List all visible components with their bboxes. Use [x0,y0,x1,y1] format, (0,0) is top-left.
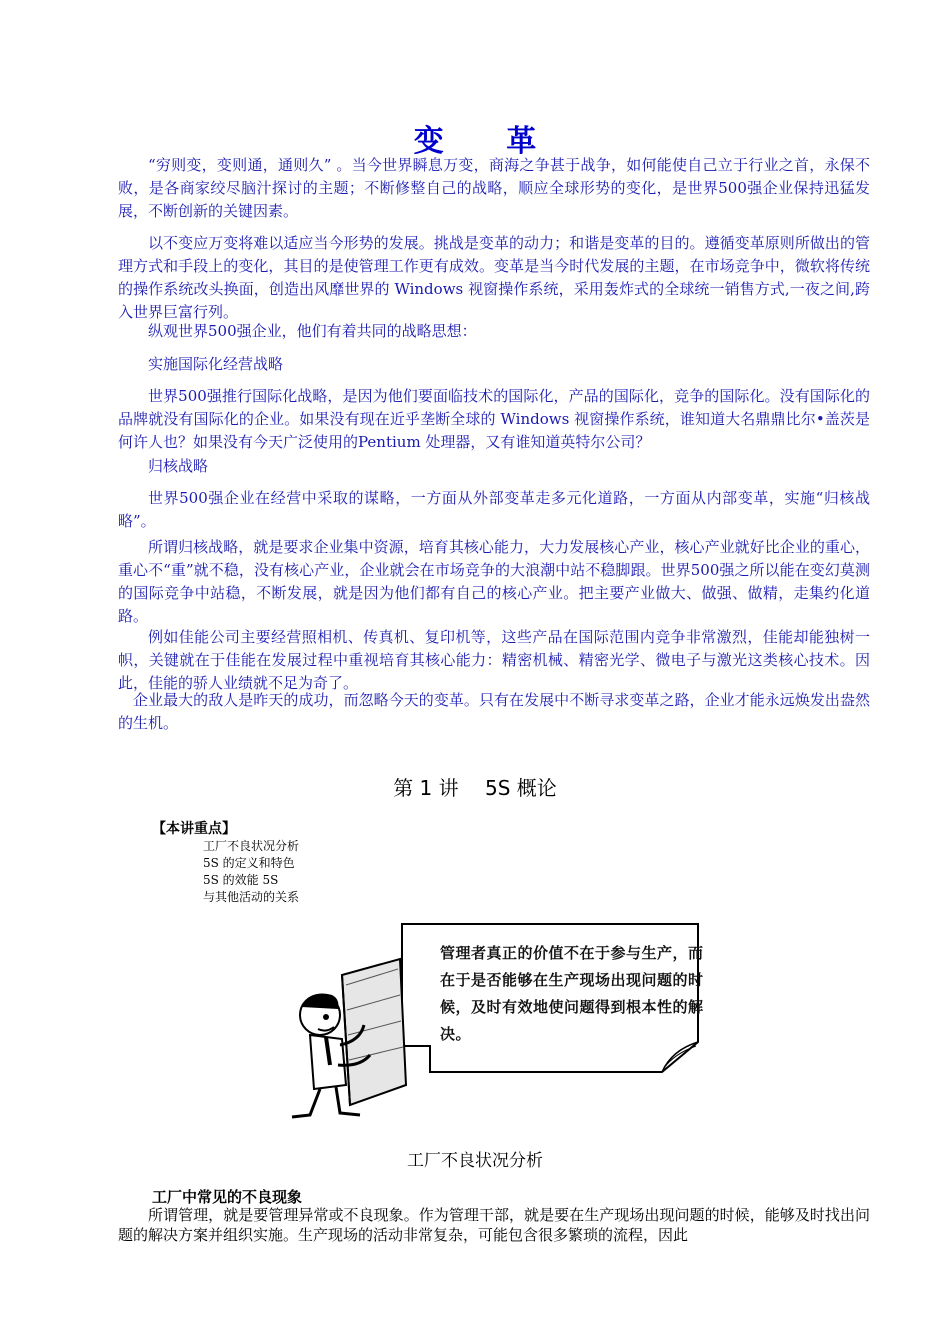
intro-paragraph-6: 所谓归核战略，就是要求企业集中资源，培育其核心能力，大力发展核心产业，核心产业就好比企业的重心，重心不“重”就不稳，没有核心产业，企业就会在市场竞争的大浪潮中站不稳脚跟。世界500强之所以能在变幻莫测的国际竞争中站稳，不断发展，就是因为他们都有自己的核心产业。把主要产业做大、做强、做精，走集约化道路。 [118,538,870,625]
intro-section-5 [118,487,870,533]
focus-item: 与其他活动的关系 [203,890,300,904]
focus-item: 5S 的效能 5S [203,873,279,887]
lecture-focus [152,818,299,906]
speech-note-text: 管理者真正的价值不在于参与生产，而在于是否能够在生产现场出现问题的时候，及时有效地使问题得到根本性的解决。 [440,944,704,1043]
intro-section-2 [118,232,870,324]
section-title: 工厂不良状况分析 [407,1151,543,1171]
intro-section-3 [118,320,870,343]
intro-paragraph-1: “穷则变，变则通，通则久” 。当今世界瞬息万变，商海之争甚于战争，如何能使自己立于行业之首，永保不败，是各商家绞尽脑汁探讨的主题；不断修整自己的战略，顺应全球形势的变化，是世界500强企业保持迅猛发展，不断创新的关键因素。 [118,156,870,220]
lecture-title: 第 1 讲 5S 概论 [393,776,557,800]
intro-paragraph-8: 企业最大的敌人是昨天的成功，而忽略今天的变革。只有在发展中不断寻求变革之路，企业才能永远焕发出盎然的生机。 [118,691,870,732]
section-body [118,1205,870,1245]
intro-section [118,154,870,223]
intro-paragraph-4: 世界500强推行国际化战略，是因为他们要面临技术的国际化，产品的国际化，竞争的国际化。没有国际化的品牌就没有国际化的企业。如果没有现在近乎垄断全球的 Windows 视窗操作系统，谁知道大名鼎鼎比尔•盖茨是何许人也？如果没有今天广泛使用的Pentium 处理器，又有谁知道英特尔公司？ [118,387,870,451]
intro-paragraph-5: 世界500强企业在经营中采取的谋略，一方面从外部变革走多元化道路，一方面从内部变革，实施“归核战略”。 [118,489,870,530]
intro-paragraph-3: 纵观世界500强企业，他们有着共同的战略思想： [148,322,477,340]
intro-section-4 [118,385,870,454]
focus-list [152,838,299,906]
intro-paragraph-7: 例如佳能公司主要经营照相机、传真机、复印机等，这些产品在国际范围内竞争非常激烈，佳能却能独树一帜，关键就在于佳能在发展过程中重视培育其核心能力：精密机械、精密光学、微电子与激光这类核心技术。因此，佳能的骄人业绩就不足为奇了。 [118,628,870,692]
section-body-paragraph: 所谓管理，就是要管理异常或不良现象。作为管理干部，就是要在生产现场出现问题的时候，能够及时找出问题的解决方案并组织实施。生产现场的活动非常复杂，可能包含很多繁琐的流程，因此 [118,1206,870,1244]
page-title: 变 革 [413,124,563,159]
heading-internationalization-text: 实施国际化经营战略 [148,355,284,373]
heading-core-strategy-text: 归核战略 [148,457,209,475]
focus-label: 【本讲重点】 [152,821,236,837]
intro-section-8 [118,689,870,735]
focus-item: 5S 的定义和特色 [203,856,295,870]
heading-internationalization [118,353,870,376]
focus-item: 工厂不良状况分析 [203,839,300,853]
section-subhead: 工厂中常见的不良现象 [152,1188,303,1206]
manager-cartoon-illustration [280,955,430,1125]
heading-core-strategy [118,455,870,478]
intro-section-6 [118,536,870,628]
intro-paragraph-2: 以不变应万变将难以适应当今形势的发展。挑战是变革的动力；和谐是变革的目的。遵循变革原则所做出的管理方式和手段上的变化，其目的是使管理工作更有成效。变革是当今时代发展的主题，在市场竞争中，微软将传统的操作系统改头换面，创造出风靡世界的 Windows 视窗操作系统，采用轰炸式的全球统一销售方式,一夜之间,跨入世界巨富行列。 [118,234,870,321]
intro-section-7 [118,626,870,695]
